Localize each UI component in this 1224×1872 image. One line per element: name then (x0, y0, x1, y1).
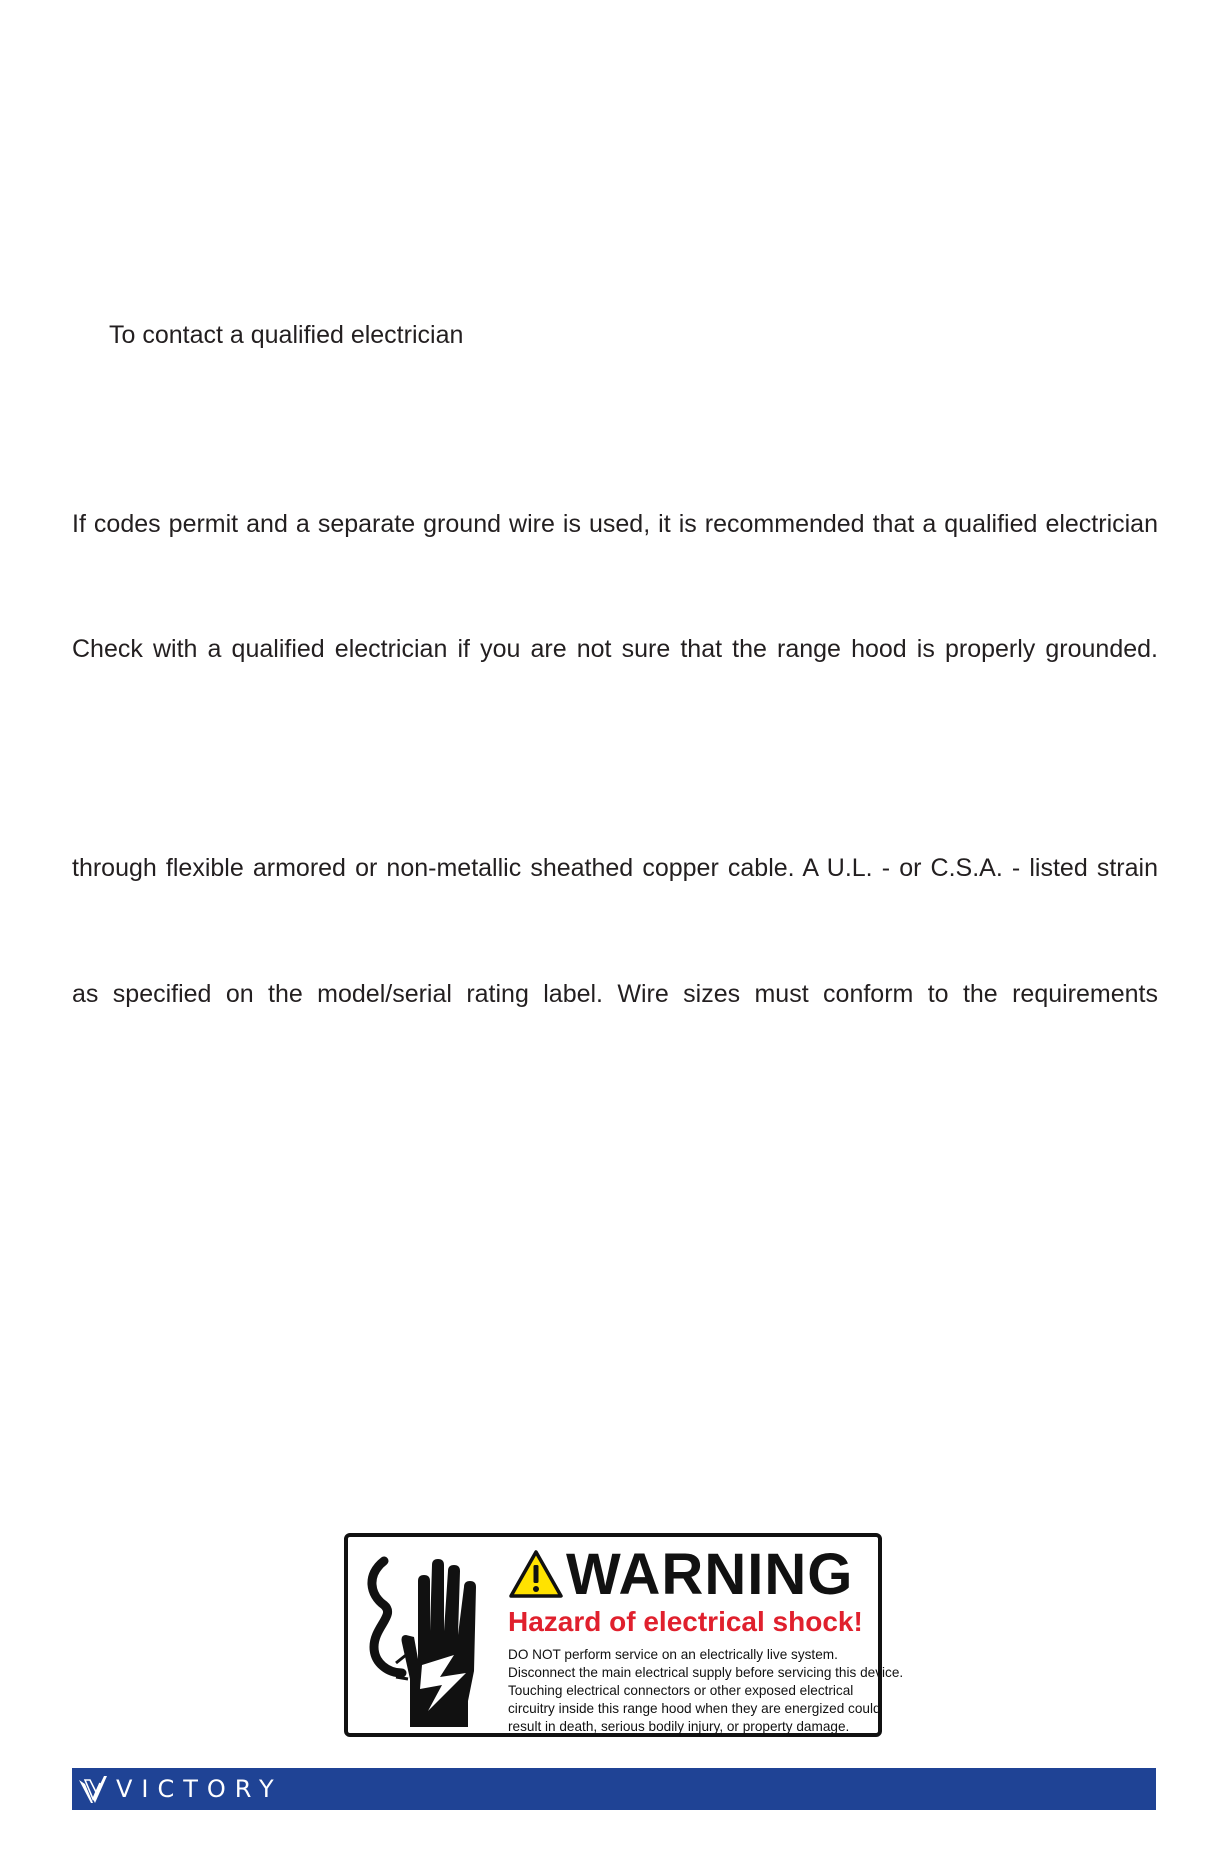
footer-bar (72, 1768, 1156, 1810)
caution-triangle-icon (508, 1549, 564, 1599)
brand-name: VICTORY (116, 1775, 283, 1803)
text-line: To contact a qualified electrician (109, 321, 464, 349)
warning-body-line: result in death, serious bodily injury, or property damage. (508, 1719, 850, 1734)
warning-body-line: Touching electrical connectors or other exposed electrical (508, 1683, 854, 1698)
hazard-subheading: Hazard of electrical shock! (508, 1606, 863, 1637)
electric-shock-hand-icon (362, 1551, 486, 1727)
text-line: Check with a qualified electrician if you are not sure that the range hood is properly grounded. (72, 635, 1158, 663)
text-line: through flexible armored or non-metallic sheathed copper cable. A U.L. - or C.S.A. - listed strain (72, 854, 1158, 882)
warning-body-line: circuitry inside this range hood when they are energized could (508, 1701, 881, 1716)
warning-label (344, 1533, 904, 1737)
warning-body (508, 1646, 904, 1736)
text-line: If codes permit and a separate ground wire is used, it is recommended that a qualified electrician (72, 510, 1158, 538)
warning-body-line: DO NOT perform service on an electrically live system. (508, 1647, 838, 1662)
text-line: as specified on the model/serial rating label. Wire sizes must conform to the requirements (72, 980, 1158, 1008)
victory-logo-icon (76, 1772, 110, 1806)
warning-heading: WARNING (566, 1542, 854, 1607)
warning-body-line: Disconnect the main electrical supply before servicing this device. (508, 1665, 904, 1680)
